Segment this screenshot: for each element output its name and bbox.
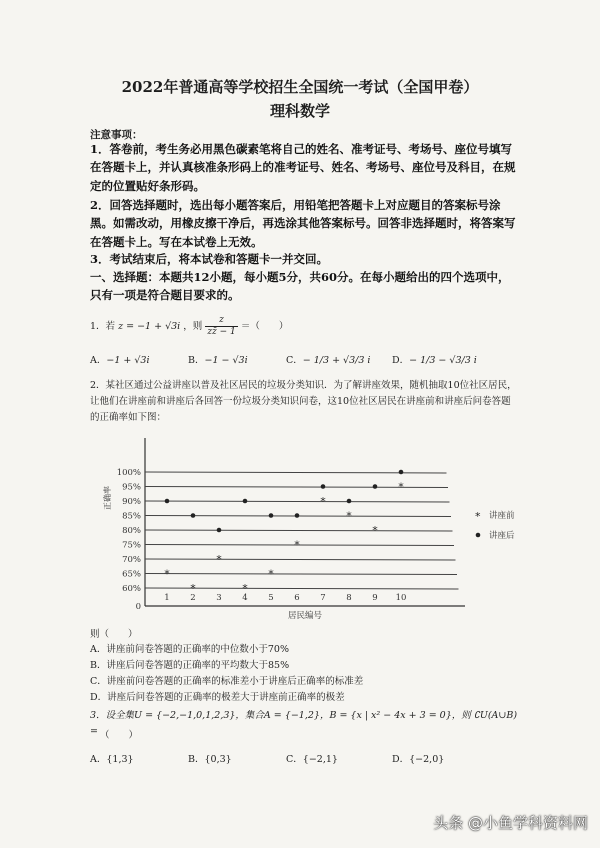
y-tick-label: 100%	[116, 468, 141, 478]
q1-fraction-denominator: zz̄ − 1	[207, 327, 236, 337]
legend-before-marker: *	[475, 510, 481, 523]
q3-option-c[interactable]	[286, 751, 338, 765]
x-axis-label: 居民编号	[287, 611, 323, 621]
before-point: *	[294, 538, 300, 552]
y-axis-label: 正确率	[103, 486, 112, 510]
notice-item-3: 3．考试结束后，将本试卷和答题卡一并交回。	[90, 252, 328, 266]
before-point: *	[320, 495, 326, 508]
before-point: *	[190, 582, 196, 595]
after-point	[373, 484, 378, 489]
notice-heading: 注意事项：	[90, 129, 143, 141]
option-label: C．	[90, 676, 107, 687]
y-tick-label: 75%	[122, 540, 141, 551]
y-tick-label: 90%	[122, 497, 141, 507]
gridline	[145, 574, 457, 575]
q3-stem-text: 3．设全集U = {−2,−1,0,1,2,3}，集合A = {−1,2}，B = {x | x² − 4x + 3 = 0}，则 ∁U(A∪B) =	[90, 710, 518, 737]
q1-option-c[interactable]	[286, 352, 370, 366]
exam-title: 2022年普通高等学校招生全国统一考试（全国甲卷）	[121, 78, 479, 96]
q1-fraction-numerator: z	[205, 315, 237, 327]
y-tick-label: 80%	[122, 526, 141, 536]
exam-subject: 理科数学	[269, 102, 330, 120]
option-label: B．	[90, 660, 107, 671]
option-label: D．	[392, 754, 410, 765]
accuracy-chart	[100, 428, 515, 628]
x-tick-label: 7	[320, 593, 326, 603]
q3-paren: （ ）	[100, 730, 139, 741]
option-label: D．	[90, 692, 108, 703]
after-point	[347, 499, 352, 504]
option-text: 讲座前问卷答题的正确率的中位数小于70%	[106, 644, 289, 655]
option-label: A．	[90, 355, 107, 366]
option-text: {0,3}	[204, 754, 232, 765]
q1-fraction	[205, 315, 237, 338]
option-text: {1,3}	[106, 754, 134, 765]
after-point	[269, 513, 274, 518]
option-text: {−2,1}	[302, 754, 338, 765]
x-tick-label: 1	[164, 593, 170, 603]
q2-option-c[interactable]	[90, 674, 520, 690]
before-point: *	[164, 567, 170, 581]
q3-option-b[interactable]	[188, 751, 232, 765]
option-text: − 1/3 + √3/3 i	[302, 355, 371, 366]
x-tick-label: 10	[395, 593, 407, 603]
option-label: B．	[188, 754, 205, 765]
option-text: 讲座后问卷答题的正确率的平均数大于85%	[106, 660, 290, 671]
option-label: A．	[90, 754, 107, 765]
option-text: −1 + √3i	[106, 355, 150, 366]
option-text: −1 − √3i	[204, 355, 248, 366]
question-2-stem: 2．某社区通过公益讲座以普及社区居民的垃圾分类知识．为了解讲座效果，随机抽取10位社区居民，让他们在讲座前和讲座后各回答一份垃圾分类知识问卷，这10位社区居民在讲座前和讲座后问卷答题的正确率如下图：	[90, 380, 517, 423]
option-label: B．	[188, 355, 205, 366]
x-tick-label: 8	[346, 593, 352, 603]
before-point: *	[346, 509, 352, 523]
q1-prefix: 1．若	[90, 321, 116, 332]
legend-after-label: 讲座后	[489, 531, 515, 541]
x-tick-label: 3	[216, 593, 222, 603]
legend-after-marker	[476, 533, 481, 538]
gridline	[145, 501, 450, 502]
x-tick-label: 4	[242, 593, 248, 603]
q1-option-a[interactable]	[90, 352, 150, 366]
y-tick-label: 85%	[122, 511, 141, 522]
q1-mid: ，则	[183, 321, 203, 332]
q2-option-d[interactable]	[90, 690, 520, 706]
after-point	[321, 484, 326, 489]
q3-option-a[interactable]	[90, 751, 134, 765]
option-text: 讲座后问卷答题的正确率的极差大于讲座前正确率的极差	[107, 692, 345, 703]
y-tick-label: 95%	[122, 482, 141, 493]
after-point	[295, 513, 300, 518]
after-point	[399, 470, 404, 475]
notice-item-2: 2．回答选择题时，选出每小题答案后，用铅笔把答题卡上对应题目的答案标号涂黑。如需改动，用橡皮擦干净后，再选涂其他答案标号。回答非选择题时，将答案写在答题卡上。写在本试卷上无效。	[90, 198, 516, 249]
before-point: *	[398, 480, 404, 494]
option-text: 讲座前问卷答题的正确率的标准差小于讲座后正确率的标准差	[106, 676, 364, 687]
after-point	[165, 499, 170, 504]
x-tick-label: 5	[268, 593, 274, 603]
option-label: C．	[286, 754, 303, 765]
q2-option-a[interactable]	[90, 642, 520, 658]
q2-then: 则（ ）	[90, 629, 138, 640]
q1-option-d[interactable]	[392, 352, 477, 366]
question-1-stem	[90, 315, 520, 338]
section-heading: 一、选择题：本题共12小题，每小题5分，共60分。在每小题给出的四个选项中，只有一项是符合题目要求的。	[90, 270, 510, 303]
legend-before-label: 讲座前	[489, 511, 515, 521]
after-point	[191, 513, 196, 518]
option-label: D．	[392, 355, 410, 366]
before-point: *	[268, 567, 274, 581]
option-text: {−2,0}	[409, 754, 445, 765]
notice-item-1: 1．答卷前，考生务必用黑色碳素笔将自己的姓名、准考证号、考场号、座位号填写在答题卡上，并认真核准条形码上的准考证号、姓名、考场号、座位号及科目，在规定的位置贴好条形码。	[90, 142, 516, 193]
option-text: − 1/3 − √3/3 i	[409, 355, 477, 366]
x-tick-label: 9	[372, 593, 378, 603]
y-tick-label: 60%	[122, 584, 141, 594]
q1-option-b[interactable]	[188, 352, 248, 366]
gridline	[145, 559, 456, 560]
after-point	[243, 499, 248, 504]
option-label: C．	[286, 355, 303, 366]
y-tick-label: 70%	[122, 555, 141, 565]
before-point: *	[242, 582, 248, 595]
q3-option-d[interactable]	[392, 751, 444, 765]
q2-option-b[interactable]	[90, 658, 520, 674]
option-label: A．	[90, 644, 107, 655]
q1-expression: z = −1 + √3i	[118, 321, 181, 332]
watermark: 头条 @小鱼学科资料网	[433, 814, 588, 832]
x-tick-label: 2	[190, 593, 196, 603]
before-point: *	[372, 524, 378, 537]
after-point	[217, 528, 222, 533]
y-tick-label: 65%	[122, 569, 141, 580]
chart-svg	[100, 428, 515, 628]
y-tick-label: 0	[135, 602, 141, 612]
gridline	[145, 530, 453, 531]
before-point: *	[216, 553, 222, 566]
q1-suffix: ＝（ ）	[240, 321, 289, 332]
x-tick-label: 6	[294, 593, 300, 603]
